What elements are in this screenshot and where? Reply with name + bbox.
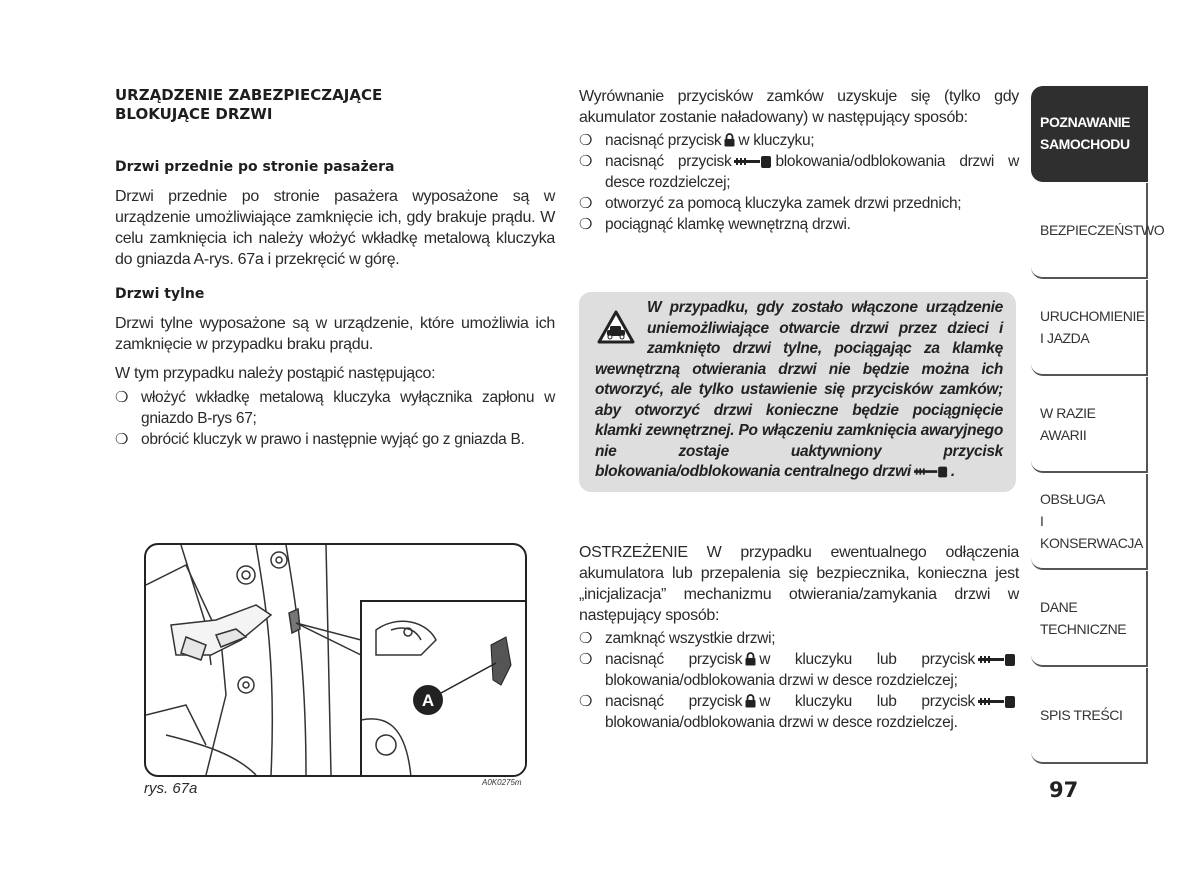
warning-text-end: . xyxy=(950,463,955,480)
section-title-line-2: BLOKUJĄCE DRZWI xyxy=(115,105,273,123)
tab-bezpieczenstwo[interactable] xyxy=(1031,183,1165,279)
tab-obsluga-i-konserwacja[interactable] xyxy=(1031,474,1148,570)
tab-label: W RAZIE AWARII xyxy=(1040,405,1096,443)
section-title xyxy=(115,86,555,124)
list-item xyxy=(579,151,1019,193)
tab-label: I JAZDA xyxy=(1040,330,1090,346)
list-item-text: blokowania/odblokowania drzwi w desce rozdzielczej. xyxy=(605,714,958,731)
circle-bullet-icon: ❍ xyxy=(579,693,593,710)
tab-label: OBSŁUGA xyxy=(1040,491,1105,507)
list-item-text: w kluczyku lub przycisk xyxy=(759,693,976,710)
caution-paragraph: OSTRZEŻENIE W przypadku ewentualnego odłączenia akumulatora lub przepalenia się bezpiecznika, konieczna jest „inicjalizacja” mechanizmu otwierania/zamykania drzwi w następujący sposób: xyxy=(579,544,1019,624)
list-item xyxy=(579,214,1019,235)
tab-dane-techniczne[interactable] xyxy=(1031,571,1148,667)
list-item-text: blokowania/odblokowania drzwi w desce rozdzielczej; xyxy=(605,672,958,689)
central-lock-button-icon xyxy=(978,696,1016,708)
list-item-text: pociągnąć klamkę wewnętrzną drzwi. xyxy=(605,216,851,233)
central-lock-button-icon xyxy=(914,466,948,478)
list-item xyxy=(579,628,1019,649)
circle-bullet-icon: ❍ xyxy=(579,153,593,170)
tab-label: TECHNICZNE xyxy=(1040,621,1127,637)
list-item xyxy=(579,649,1019,691)
circle-bullet-icon: ❍ xyxy=(579,651,593,668)
list-item-text: otworzyć za pomocą kluczyka zamek drzwi przednich; xyxy=(605,195,962,212)
right-column xyxy=(579,86,1019,235)
central-lock-button-icon xyxy=(978,654,1016,666)
rear-door-heading: Drzwi tylne xyxy=(115,286,205,302)
list-item-text: obrócić kluczyk w prawo i następnie wyjąć go z gniazda B. xyxy=(141,431,525,448)
list-item-text: w kluczyku lub przycisk xyxy=(759,651,976,668)
warning-icon-area xyxy=(595,298,647,356)
tab-label: DANE xyxy=(1040,599,1078,615)
tab-uruchomienie-i-jazda[interactable] xyxy=(1031,280,1148,376)
front-door-heading: Drzwi przednie po stronie pasażera xyxy=(115,159,395,175)
circle-bullet-icon: ❍ xyxy=(579,630,593,647)
list-item-text: włożyć wkładkę metalową kluczyka wyłącznika zapłonu w gniazdo B-rys 67; xyxy=(141,389,555,427)
rear-door-paragraph: Drzwi tylne wyposażone są w urządzenie, które umożliwia ich zamknięcie w przypadku braku prądu. xyxy=(115,315,555,353)
tab-spis-tresci[interactable] xyxy=(1031,668,1148,764)
list-item xyxy=(115,387,555,429)
list-item xyxy=(115,429,555,450)
tab-label: I KONSERWACJA xyxy=(1040,513,1143,551)
circle-bullet-icon: ❍ xyxy=(579,132,593,149)
list-item-text: zamknąć wszystkie drzwi; xyxy=(605,630,776,647)
door-lock-figure xyxy=(144,543,527,777)
tab-poznawanie-samochodu[interactable] xyxy=(1031,86,1148,182)
circle-bullet-icon: ❍ xyxy=(115,389,129,406)
warning-text-block xyxy=(595,298,1003,483)
page-number: 97 xyxy=(1049,778,1079,802)
circle-bullet-icon: ❍ xyxy=(579,216,593,233)
door-lock-illustration xyxy=(146,545,525,775)
list-item-text: nacisnąć przycisk xyxy=(605,153,732,170)
figure-code: A0K0275m xyxy=(482,778,522,787)
chapter-tabs xyxy=(1031,86,1165,765)
warning-triangle-icon xyxy=(597,310,635,344)
caution-section xyxy=(579,542,1019,733)
circle-bullet-icon: ❍ xyxy=(115,431,129,448)
central-lock-button-icon xyxy=(734,156,772,168)
list-item-text: nacisnąć przycisk xyxy=(605,693,743,710)
list-item xyxy=(579,193,1019,214)
warning-box xyxy=(579,292,1016,492)
padlock-icon xyxy=(745,652,756,666)
padlock-icon xyxy=(724,133,735,147)
rear-door-intro: W tym przypadku należy postąpić następująco: xyxy=(115,365,436,382)
tab-label: BEZPIECZEŃSTWO xyxy=(1040,222,1165,238)
list-item-text: w kluczyku; xyxy=(738,132,815,149)
tab-label: POZNAWANIE xyxy=(1040,114,1131,130)
tab-label: SPIS TREŚCI xyxy=(1040,707,1123,723)
warning-text: W przypadku, gdy zostało włączone urządzenie uniemożliwiające otwarcie drzwi przez dzieci i zamknięto drzwi tylne, pociągając za klamkę wewnętrzną otwierania drzwi nie będzie można ich otworzyć, ale tylko ustawienie się przycisków zamków; aby otworzyć drzwi konieczne będzie pociągnięcie klamki zewnętrznej. Po włączeniu zamknięcia awaryjnego nie zostaje uaktywniony przycisk blokowania/odblokowania centralnego drzwi xyxy=(595,299,1003,480)
list-item-text: blokowania/odblokowania drzwi w desce rozdzielczej; xyxy=(605,153,1019,191)
figure-caption: rys. 67a xyxy=(144,780,198,797)
left-column xyxy=(115,86,555,450)
caution-steps xyxy=(579,628,1019,733)
tab-w-razie-awarii[interactable] xyxy=(1031,377,1148,473)
list-item xyxy=(579,130,1019,151)
tab-label: SAMOCHODU xyxy=(1040,136,1130,152)
padlock-icon xyxy=(745,694,756,708)
section-title-line-1: URZĄDZENIE ZABEZPIECZAJĄCE xyxy=(115,86,383,104)
lock-alignment-intro: Wyrównanie przycisków zamków uzyskuje się (tylko gdy akumulator zostanie naładowany) w następujący sposób: xyxy=(579,88,1019,126)
front-door-paragraph: Drzwi przednie po stronie pasażera wyposażone są w urządzenie umożliwiające zamknięcie ich, gdy brakuje prądu. W celu zamknięcia ich należy włożyć wkładkę metalową kluczyka do gniazda A-rys. 67a i przekręcić w górę. xyxy=(115,188,555,268)
list-item xyxy=(579,691,1019,733)
rear-door-steps xyxy=(115,387,555,450)
list-item-text: nacisnąć przycisk xyxy=(605,132,722,149)
tab-label: URUCHOMIENIE xyxy=(1040,308,1145,324)
lock-alignment-steps xyxy=(579,130,1019,235)
list-item-text: nacisnąć przycisk xyxy=(605,651,743,668)
circle-bullet-icon: ❍ xyxy=(579,195,593,212)
label-a: A xyxy=(421,691,435,710)
